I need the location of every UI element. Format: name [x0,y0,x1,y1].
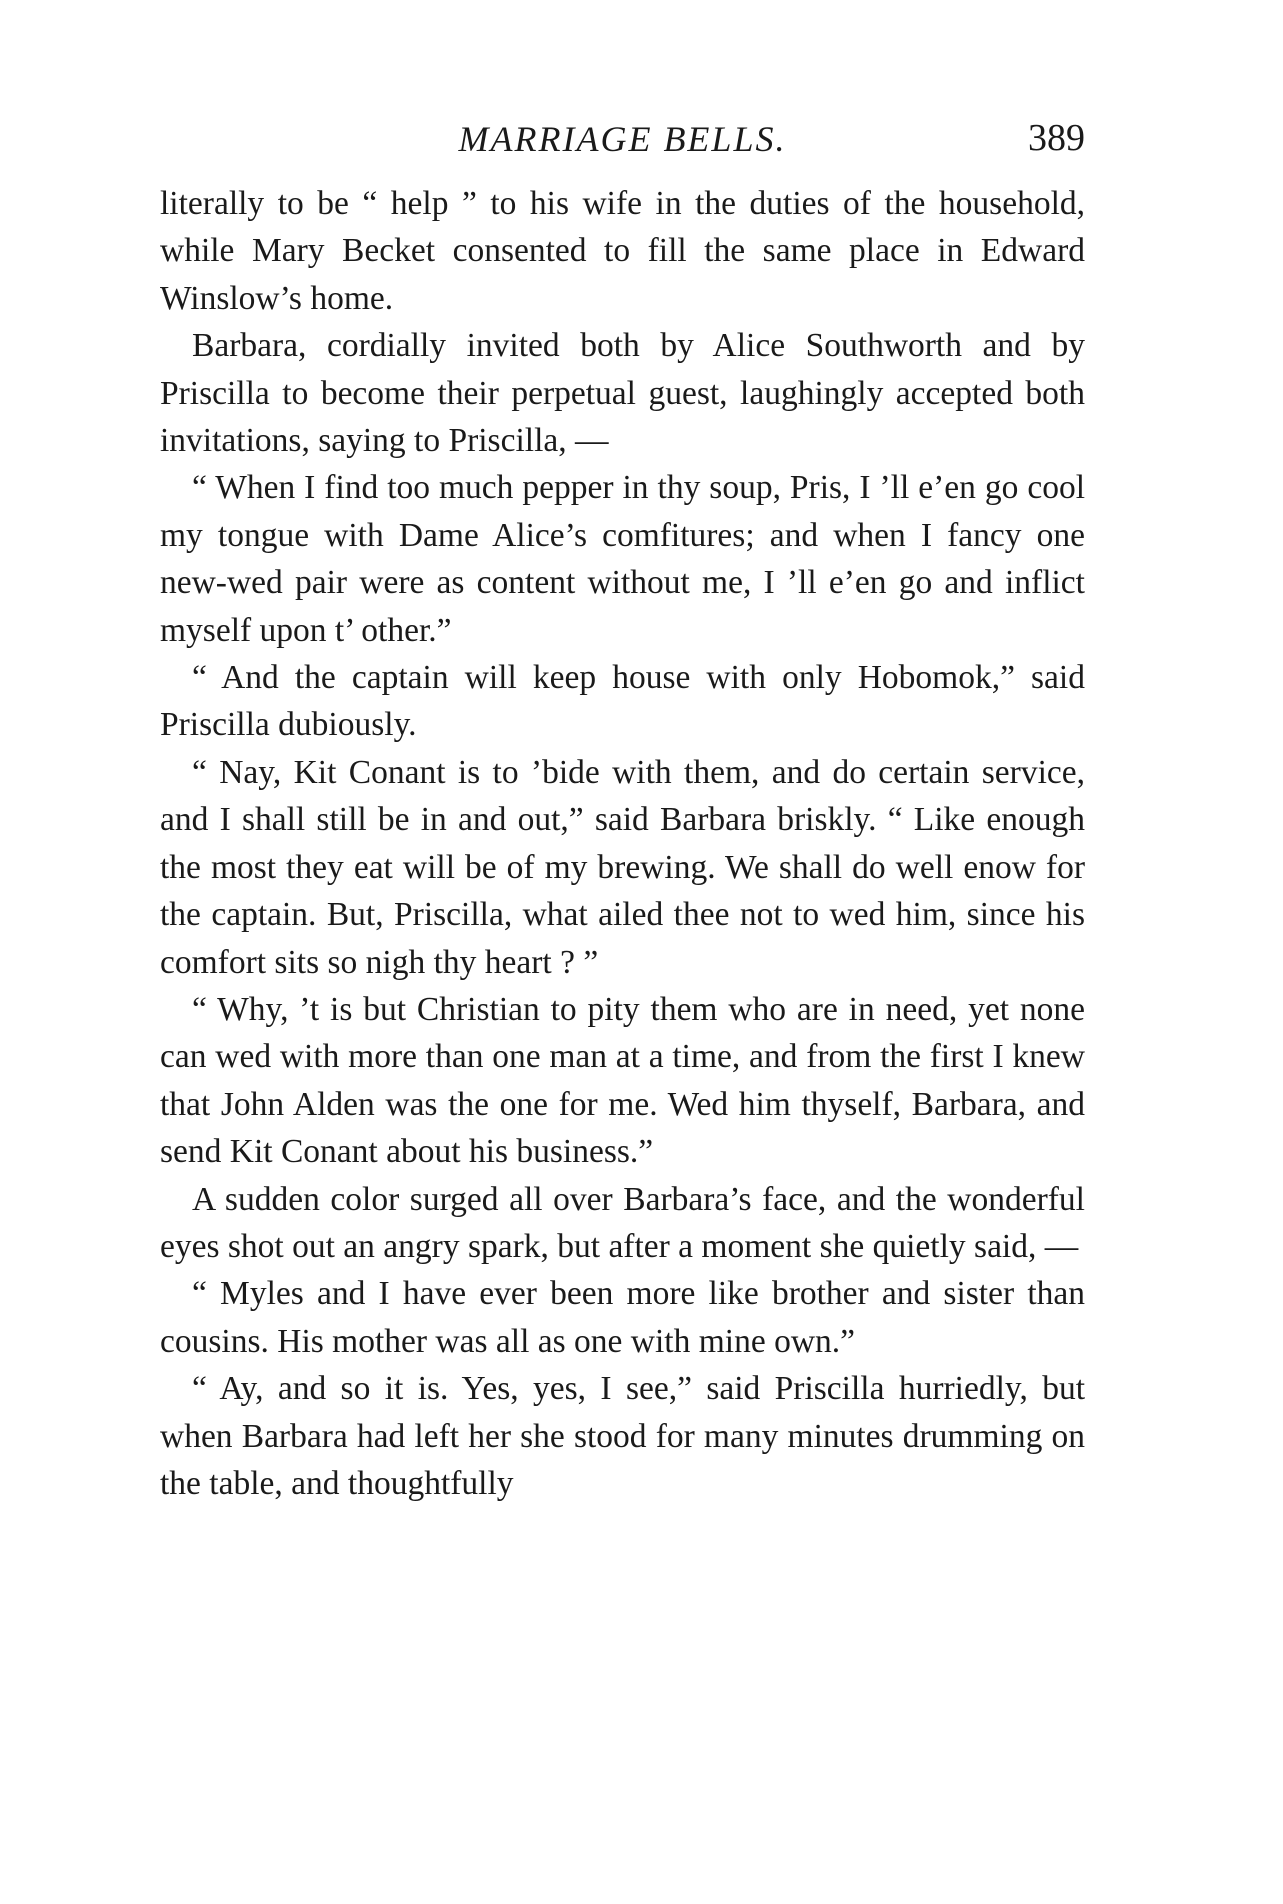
book-page [160,112,1085,1507]
paragraph: literally to be “ help ” to his wife in the duties of the household, while Mary Becket consented to fill the same place in Edward Winslow’s home. [160,185,1085,317]
page-number: 389 [1028,117,1085,159]
paragraph: “ Nay, Kit Conant is to ’bide with them, and do certain service, and I shall still be in and out,” said Barbara briskly. “ Like enough the most they eat will be of my brewing. We shall do well enow for the captain. But, Priscilla, what ailed thee not to wed him, since his comfort sits so nigh thy heart ? ” [160,753,1085,981]
paragraph: “ Why, ’t is but Christian to pity them who are in need, yet none can wed with more than one man at a time, and from the first I knew that John Alden was the one for me. Wed him thyself, Barbara, and send Kit Conant about his business.” [160,990,1085,1171]
running-head [160,112,1085,172]
running-title: MARRIAGE BELLS. [458,119,787,159]
paragraph: “ When I find too much pepper in thy soup, Pris, I ’ll e’en go cool my tongue with Dame Alice’s comfitures; and when I fancy one new-wed pair were as content without me, I ’ll e’en go and inflict myself upon t’ other.” [160,469,1085,649]
paragraph: Barbara, cordially invited both by Alice Southworth and by Priscilla to become their perpetual guest, laughingly accepted both invitations, saying to Priscilla, — [160,327,1085,460]
paragraph: “ Myles and I have ever been more like brother and sister than cousins. His mother was all as one with mine own.” [160,1275,1085,1360]
paragraph: “ Ay, and so it is. Yes, yes, I see,” said Priscilla hurriedly, but when Barbara had left her she stood for many minutes drumming on the table, and thoughtfully [160,1370,1085,1502]
paragraph: “ And the captain will keep house with only Hobomok,” said Priscilla dubiously. [160,659,1085,744]
paragraph: A sudden color surged all over Barbara’s face, and the wonderful eyes shot out an angry spark, but after a moment she quietly said, — [160,1180,1085,1265]
body-text [160,180,1085,1507]
